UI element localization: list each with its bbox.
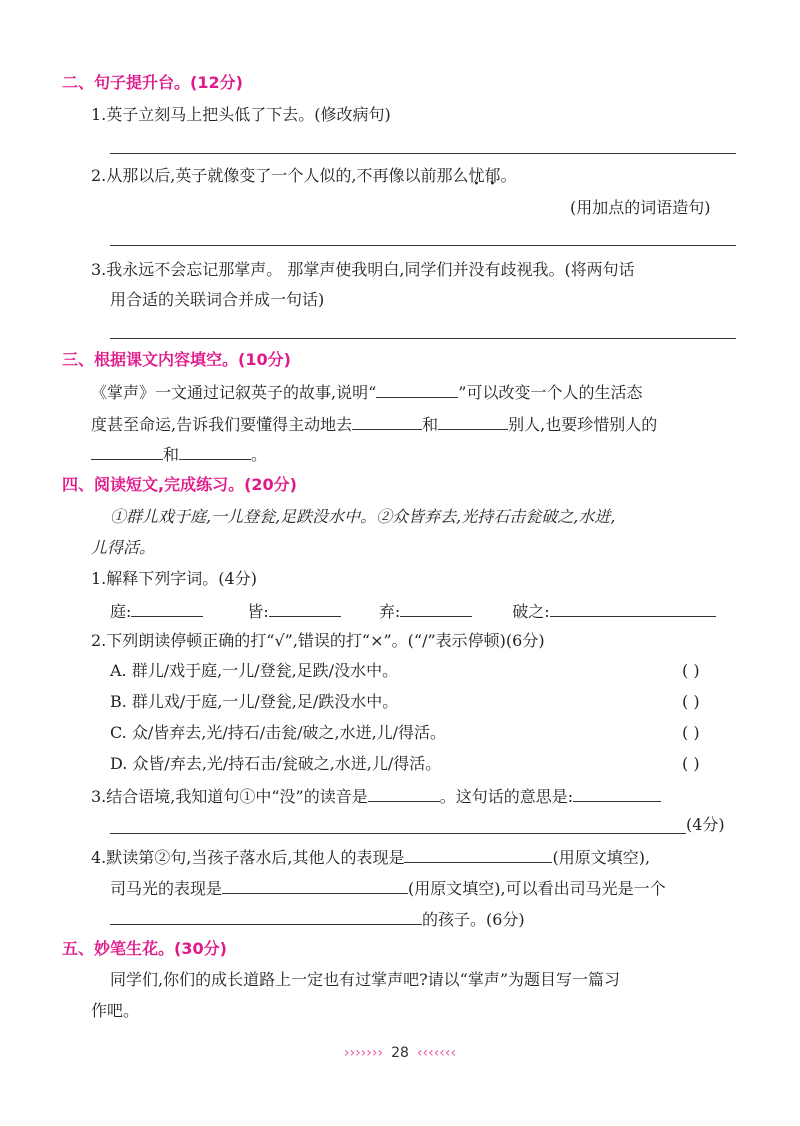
sec4-q4-text-b: (用原文填空),: [552, 848, 651, 867]
sec4-q4-text-c: 司马光的表现是: [110, 879, 223, 898]
dotted-char-2: 郁: [484, 166, 501, 185]
sec3-text-3b: 。: [251, 445, 268, 464]
sec3-text-1a: 《掌声》一文通过记叙英子的故事,说明“: [91, 383, 377, 402]
sec3-text-3a: 和: [163, 445, 180, 464]
option-d: D. 众皆/弃去,光/持石击/瓮破之,水迸,儿/得活。: [110, 754, 442, 773]
sec4-q4-line1: [91, 846, 650, 868]
section-4-heading: 四、阅读短文,完成练习。(20分): [62, 475, 297, 494]
answer-line-q1[interactable]: [110, 153, 736, 154]
sec2-q2-note: (用加点的词语造句): [570, 198, 711, 217]
page-number: 28: [391, 1045, 409, 1061]
footer-left-arrows: ›››››››: [343, 1045, 384, 1061]
sec4-q4-text-e: 的孩子。(6分): [422, 910, 525, 929]
sec2-q3-line2: 用合适的关联词合并成一句话): [110, 290, 325, 309]
option-c: C. 众/皆弃去,光/持石/击瓮/破之,水迸,儿/得活。: [110, 723, 447, 742]
blank-others-reaction[interactable]: [404, 846, 552, 863]
sec3-text-2c: 别人,也要珍惜别人的: [508, 415, 658, 434]
section-5-heading: 五、妙笔生花。(30分): [62, 939, 227, 958]
sec2-q2-end: 。: [500, 166, 517, 185]
blank-qi[interactable]: [400, 600, 472, 617]
word-qi-label: 弃:: [378, 602, 401, 621]
sec4-q1: 1.解释下列字词。(4分): [91, 569, 257, 588]
sec4-q3-score: (4分): [686, 815, 725, 834]
sec3-line3: [91, 443, 267, 465]
dotted-char-1: 忧: [468, 166, 485, 185]
sec4-q3-text-b: 。这句话的意思是:: [439, 787, 574, 806]
blank-simaguang-action[interactable]: [222, 877, 408, 894]
sec4-q2: 2.下列朗读停顿正确的打“√”,错误的打“×”。(“/”表示停顿)(6分): [91, 631, 545, 650]
sec4-q3: [91, 785, 661, 807]
word-jie-label: 皆:: [247, 602, 269, 621]
blank-sentence-meaning[interactable]: [573, 785, 661, 802]
blank-child-description[interactable]: [110, 908, 422, 925]
word-pozhi-label: 破之:: [512, 602, 550, 621]
sec5-line1: 同学们,你们的成长道路上一定也有过掌声吧?请以“掌声”为题目写一篇习: [110, 970, 621, 989]
answer-line-q3[interactable]: [110, 338, 736, 339]
sec4-q1-words: [110, 600, 716, 622]
sec3-text-2a: 度甚至命运,告诉我们要懂得主动地去: [91, 415, 353, 434]
blank-sec3-4[interactable]: [91, 443, 163, 460]
sec4-q4-line2: [110, 877, 666, 899]
word-ting-label: 庭:: [110, 602, 132, 621]
sec5-line2: 作吧。: [91, 1001, 140, 1020]
answer-paren-c[interactable]: ( ): [682, 723, 700, 742]
section-2-heading: 二、句子提升台。(12分): [62, 73, 243, 92]
blank-sec3-5[interactable]: [179, 443, 251, 460]
answer-paren-a[interactable]: ( ): [682, 661, 700, 680]
answer-line-q3-meaning[interactable]: [110, 833, 686, 834]
option-b: B. 群儿戏/于庭,一儿/登瓮,足/跌没水中。: [110, 692, 399, 711]
sec3-line1: [91, 381, 642, 403]
sec2-q1: 1.英子立刻马上把头低了下去。(修改病句): [91, 105, 391, 124]
sec3-text-1b: ”可以改变一个人的生活态: [458, 383, 643, 402]
blank-sec3-3[interactable]: [438, 413, 508, 430]
sec3-text-2b: 和: [422, 415, 439, 434]
sec4-q4-text-d: (用原文填空),可以看出司马光是一个: [408, 879, 666, 898]
blank-jie[interactable]: [269, 600, 341, 617]
classical-text-line2: 儿得活。: [91, 538, 156, 557]
answer-paren-d[interactable]: ( ): [682, 754, 700, 773]
answer-paren-b[interactable]: ( ): [682, 692, 700, 711]
sec2-q2-text: 2.从那以后,英子就像变了一个人似的,不再像以前那么: [91, 166, 469, 185]
sec4-q4-line3: [110, 908, 525, 930]
sec2-q3-line1: 3.我永远不会忘记那掌声。 那掌声使我明白,同学们并没有歧视我。(将两句话: [91, 260, 635, 279]
option-a: A. 群儿/戏于庭,一儿/登瓮,足跌/没水中。: [110, 661, 399, 680]
blank-ting[interactable]: [131, 600, 203, 617]
footer-right-arrows: ‹‹‹‹‹‹‹: [416, 1045, 457, 1061]
blank-sec3-1[interactable]: [376, 381, 458, 398]
section-3-heading: 三、根据课文内容填空。(10分): [62, 350, 291, 369]
blank-mo-reading[interactable]: [368, 785, 440, 802]
sec2-q2: [91, 166, 517, 186]
classical-text-line1: ①群儿戏于庭,一儿登瓮,足跌没水中。②众皆弃去,光持石击瓮破之,水迸,: [110, 507, 616, 526]
sec4-q3-text-a: 3.结合语境,我知道句①中“没”的读音是: [91, 787, 368, 806]
blank-pozhi[interactable]: [550, 600, 716, 617]
answer-line-q2[interactable]: [110, 245, 736, 246]
sec3-line2: [91, 413, 657, 435]
sec4-q4-text-a: 4.默读第②句,当孩子落水后,其他人的表现是: [91, 848, 405, 867]
page-footer: [0, 1044, 800, 1062]
blank-sec3-2[interactable]: [352, 413, 422, 430]
